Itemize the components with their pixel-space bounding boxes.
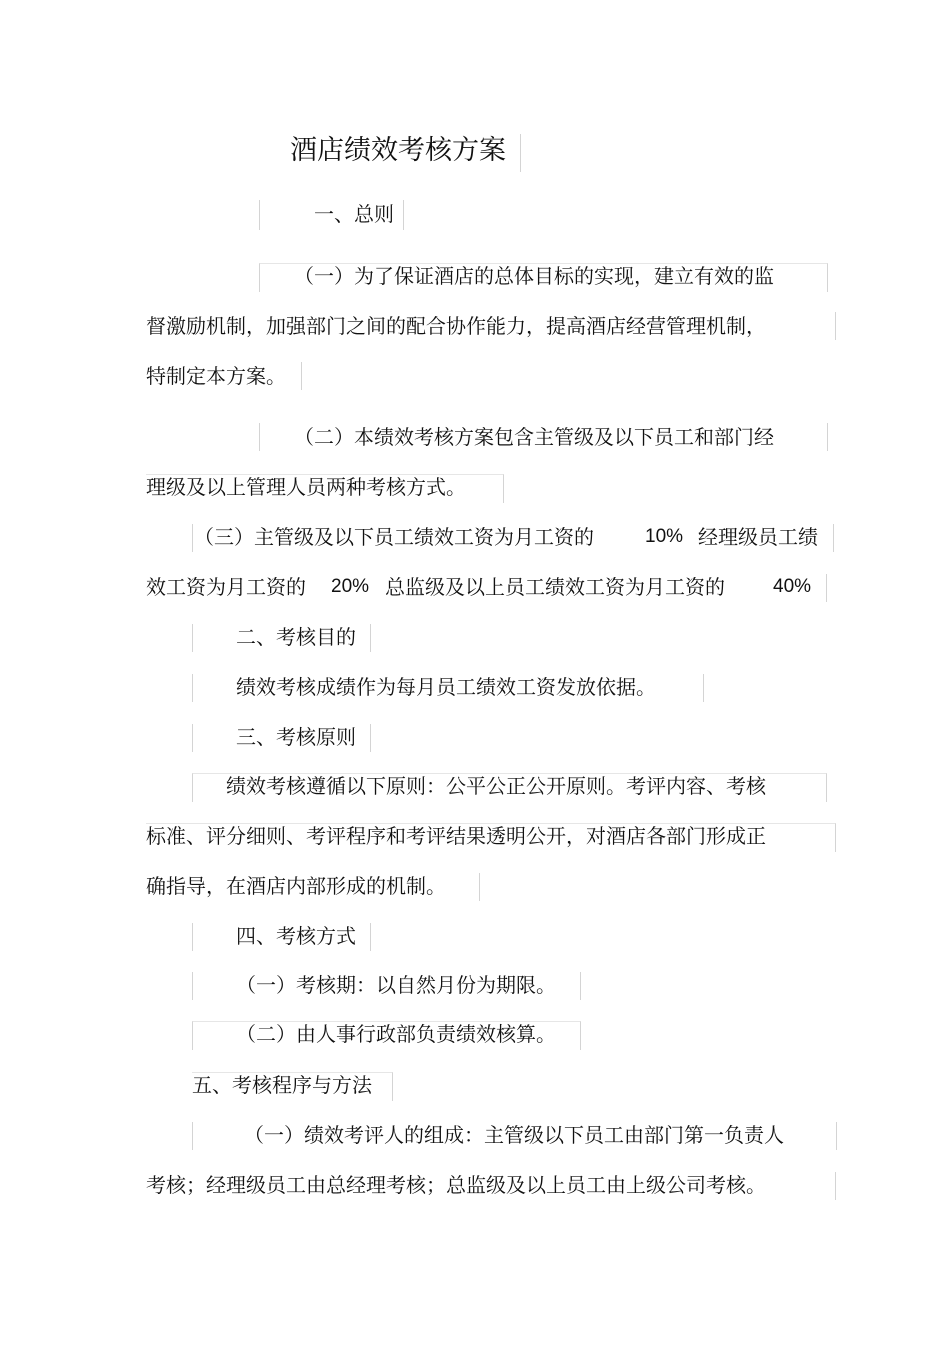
paragraph-1-line-2: 督激励机制，加强部门之间的配合协作能力，提高酒店经营管理机制， [146,314,766,338]
paragraph-1-line-3: 特制定本方案。 [146,364,286,388]
procedure-line-2: 考核；经理级员工由总经理考核；总监级及以上员工由上级公司考核。 [146,1173,766,1197]
section-heading-purpose: 二、考核目的 [236,625,356,649]
purpose-body: 绩效考核成绩作为每月员工绩效工资发放依据。 [236,675,656,699]
section-heading-method: 四、考核方式 [236,924,356,948]
principles-line-2: 标准、评分细则、考评程序和考评结果透明公开，对酒店各部门形成正 [146,824,766,848]
paragraph-3-line-1-text-b: 经理级员工绩 [698,525,818,549]
section-heading-principles: 三、考核原则 [236,725,356,749]
method-item-1: （一）考核期：以自然月份为期限。 [236,973,556,997]
paragraph-1-line-1: （一）为了保证酒店的总体目标的实现，建立有效的监 [294,264,774,288]
procedure-line-1: （一）绩效考评人的组成：主管级以下员工由部门第一负责人 [244,1123,784,1147]
document-title: 酒店绩效考核方案 [290,135,506,166]
principles-line-1: 绩效考核遵循以下原则：公平公正公开原则。考评内容、考核 [226,774,766,798]
paragraph-3-line-2-text-b: 总监级及以上员工绩效工资为月工资的 [385,575,725,599]
paragraph-3-line-2-text-a: 效工资为月工资的 [146,575,306,599]
paragraph-2-line-2: 理级及以上管理人员两种考核方式。 [146,475,466,499]
paragraph-3-line-1-percent: 10% [645,526,684,547]
paragraph-3-line-2-percent-2: 40% [773,576,812,597]
paragraph-3-line-1-text-a: （三）主管级及以下员工绩效工资为月工资的 [194,525,594,549]
section-heading-procedure: 五、考核程序与方法 [192,1073,372,1097]
principles-line-3: 确指导，在酒店内部形成的机制。 [146,874,446,898]
paragraph-3-line-2-percent-1: 20% [331,576,370,597]
section-heading-general: 一、总则 [314,202,394,226]
paragraph-2-line-1: （二）本绩效考核方案包含主管级及以下员工和部门经 [294,425,774,449]
method-item-2: （二）由人事行政部负责绩效核算。 [236,1022,556,1046]
